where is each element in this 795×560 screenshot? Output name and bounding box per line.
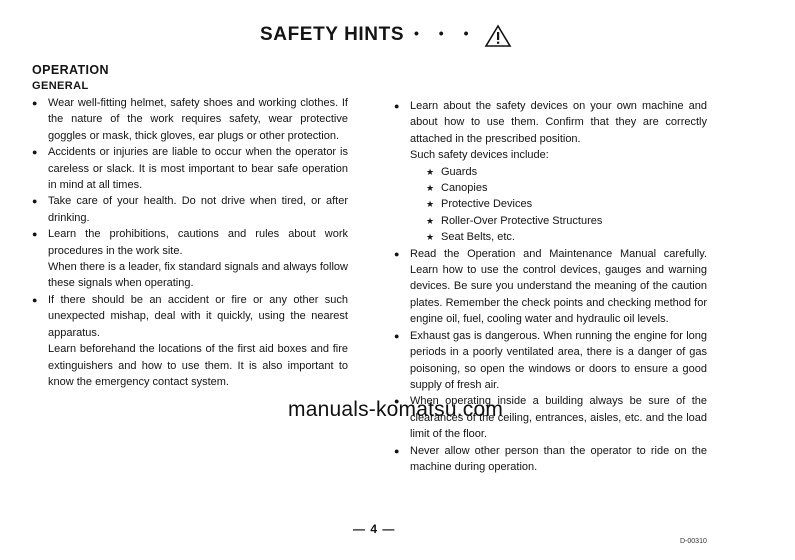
item-text: ● Exhaust gas is dangerous. When running the engine for long periods in a poorly ventilated area, there is a danger of gas poisoning, so open the windows or doors to ensure a good supply of fresh air. [410,329,707,391]
device-item: ★ Canopies [426,180,707,196]
list-item [32,292,348,390]
list-item [32,144,348,193]
list-item [394,246,707,328]
item-text: When there is a leader, fix standard signals and always follow these signals when operating. [48,261,348,290]
list-item [32,95,348,144]
item-text: ● Learn about the safety devices on your own machine and about how to use them. Confirm that they are correctly attached in the prescribed position. [410,100,707,145]
item-text: ● Learn the prohibitions, cautions and rules about work procedures in the work site. [48,228,348,257]
list-item [394,98,707,246]
item-text: ● When operating inside a building always be sure of the clearances of the ceiling, entrances, aisles, etc. and the load limit of the floor. [410,395,707,441]
title-dots: • • • [413,25,477,41]
section-heading: OPERATION [32,63,109,77]
devices-list [410,164,707,246]
page-number: — 4 — [353,522,396,536]
device-item: ★ Guards [426,164,707,180]
item-text: ● Take care of your health. Do not drive when tired, or after drinking. [48,195,348,224]
item-text: ● Read the Operation and Maintenance Manual carefully. Learn how to use the control devices, gauges and warning devices. Be sure you understand the meaning of the caution plates. Remember the check points and checking method for engine oil, fuel, cooling water and hydraulic oil levels. [410,247,707,326]
watermark: manuals-komatsu.com [288,398,504,421]
list-item [394,443,707,476]
item-text: Learn beforehand the locations of the first aid boxes and fire extinguishers and how to use them. It is also important to know the emergency contact system. [48,343,348,388]
device-item: ★ Roller-Over Protective Structures [426,213,707,229]
page-title [260,24,476,46]
device-item: ★ Protective Devices [426,196,707,212]
item-text: ● Never allow other person than the operator to ride on the machine during operation. [410,444,707,473]
devices-intro: Such safety devices include: [410,149,549,162]
device-item: ★ Seat Belts, etc. [426,229,707,245]
warning-triangle-icon [484,24,512,48]
list-item [32,226,348,292]
list-item [394,328,707,394]
item-text: ● Accidents or injuries are liable to occur when the operator is careless or slack. It is most important to bear safe operation in mind at all times. [48,146,348,192]
list-item [32,193,348,226]
left-item-list [32,95,348,390]
item-text: ● Wear well-fitting helmet, safety shoes and working clothes. If the nature of the work requires safety, wear protective goggles or mask, thick gloves, ear plugs or other protection. [48,97,348,142]
section-subheading: GENERAL [32,80,89,92]
item-text: ● If there should be an accident or fire or any other such unexpected mishap, deal with it quickly, using the nearest apparatus. [48,293,348,339]
title-text: SAFETY HINTS [260,24,405,45]
left-column [32,63,348,390]
document-code: D-00310 [680,538,707,545]
